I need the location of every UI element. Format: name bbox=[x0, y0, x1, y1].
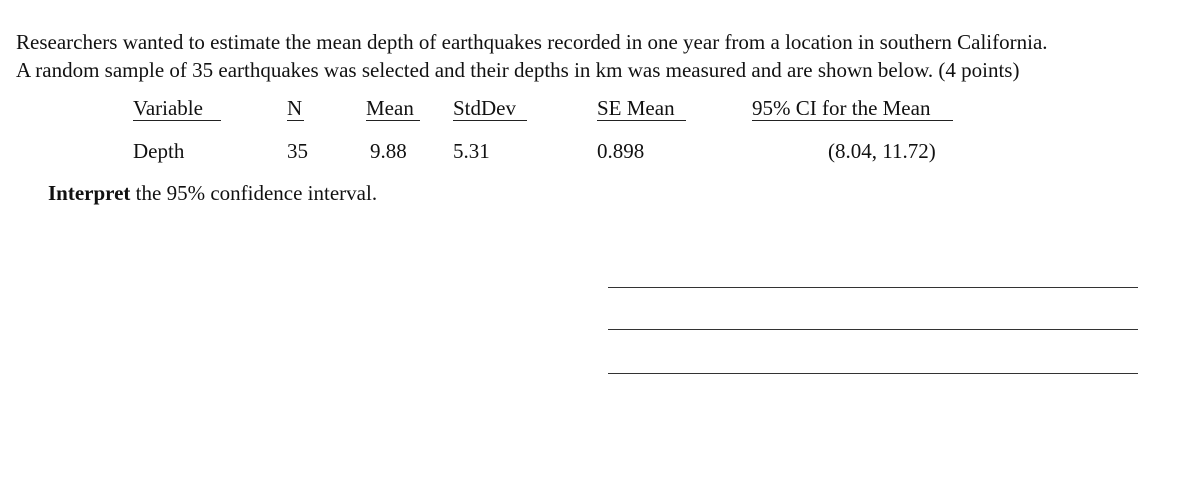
interpret-prompt bbox=[48, 180, 377, 206]
cell-ci: (8.04, 11.72) bbox=[828, 139, 936, 163]
question-line-2: A random sample of 35 earthquakes was selected and their depths in km was measured and are shown below. (4 points) bbox=[16, 58, 1020, 82]
cell-mean: 9.88 bbox=[370, 139, 407, 163]
header-underline-mean bbox=[366, 120, 420, 121]
header-underline-stddev bbox=[453, 120, 527, 121]
answer-line[interactable] bbox=[608, 287, 1138, 288]
header-underline-ci bbox=[752, 120, 953, 121]
interpret-bold: Interpret bbox=[48, 181, 131, 205]
cell-n: 35 bbox=[287, 139, 308, 163]
answer-line[interactable] bbox=[608, 373, 1138, 374]
cell-se-mean: 0.898 bbox=[597, 139, 645, 163]
header-se-mean: SE Mean bbox=[597, 96, 675, 120]
header-underline-n bbox=[287, 120, 304, 121]
header-underline-variable bbox=[133, 120, 221, 121]
header-variable: Variable bbox=[133, 96, 203, 120]
header-underline-se-mean bbox=[597, 120, 686, 121]
header-n: N bbox=[287, 96, 303, 120]
header-stddev: StdDev bbox=[453, 96, 516, 120]
question-text bbox=[16, 28, 1176, 84]
answer-line[interactable] bbox=[608, 329, 1138, 330]
cell-stddev: 5.31 bbox=[453, 139, 490, 163]
question-line-1: Researchers wanted to estimate the mean depth of earthquakes recorded in one year from a location in southern California. bbox=[16, 30, 1048, 54]
header-ci: 95% CI for the Mean bbox=[752, 96, 931, 120]
cell-variable: Depth bbox=[133, 139, 185, 163]
header-mean: Mean bbox=[366, 96, 414, 120]
interpret-rest: the 95% confidence interval. bbox=[130, 181, 378, 205]
